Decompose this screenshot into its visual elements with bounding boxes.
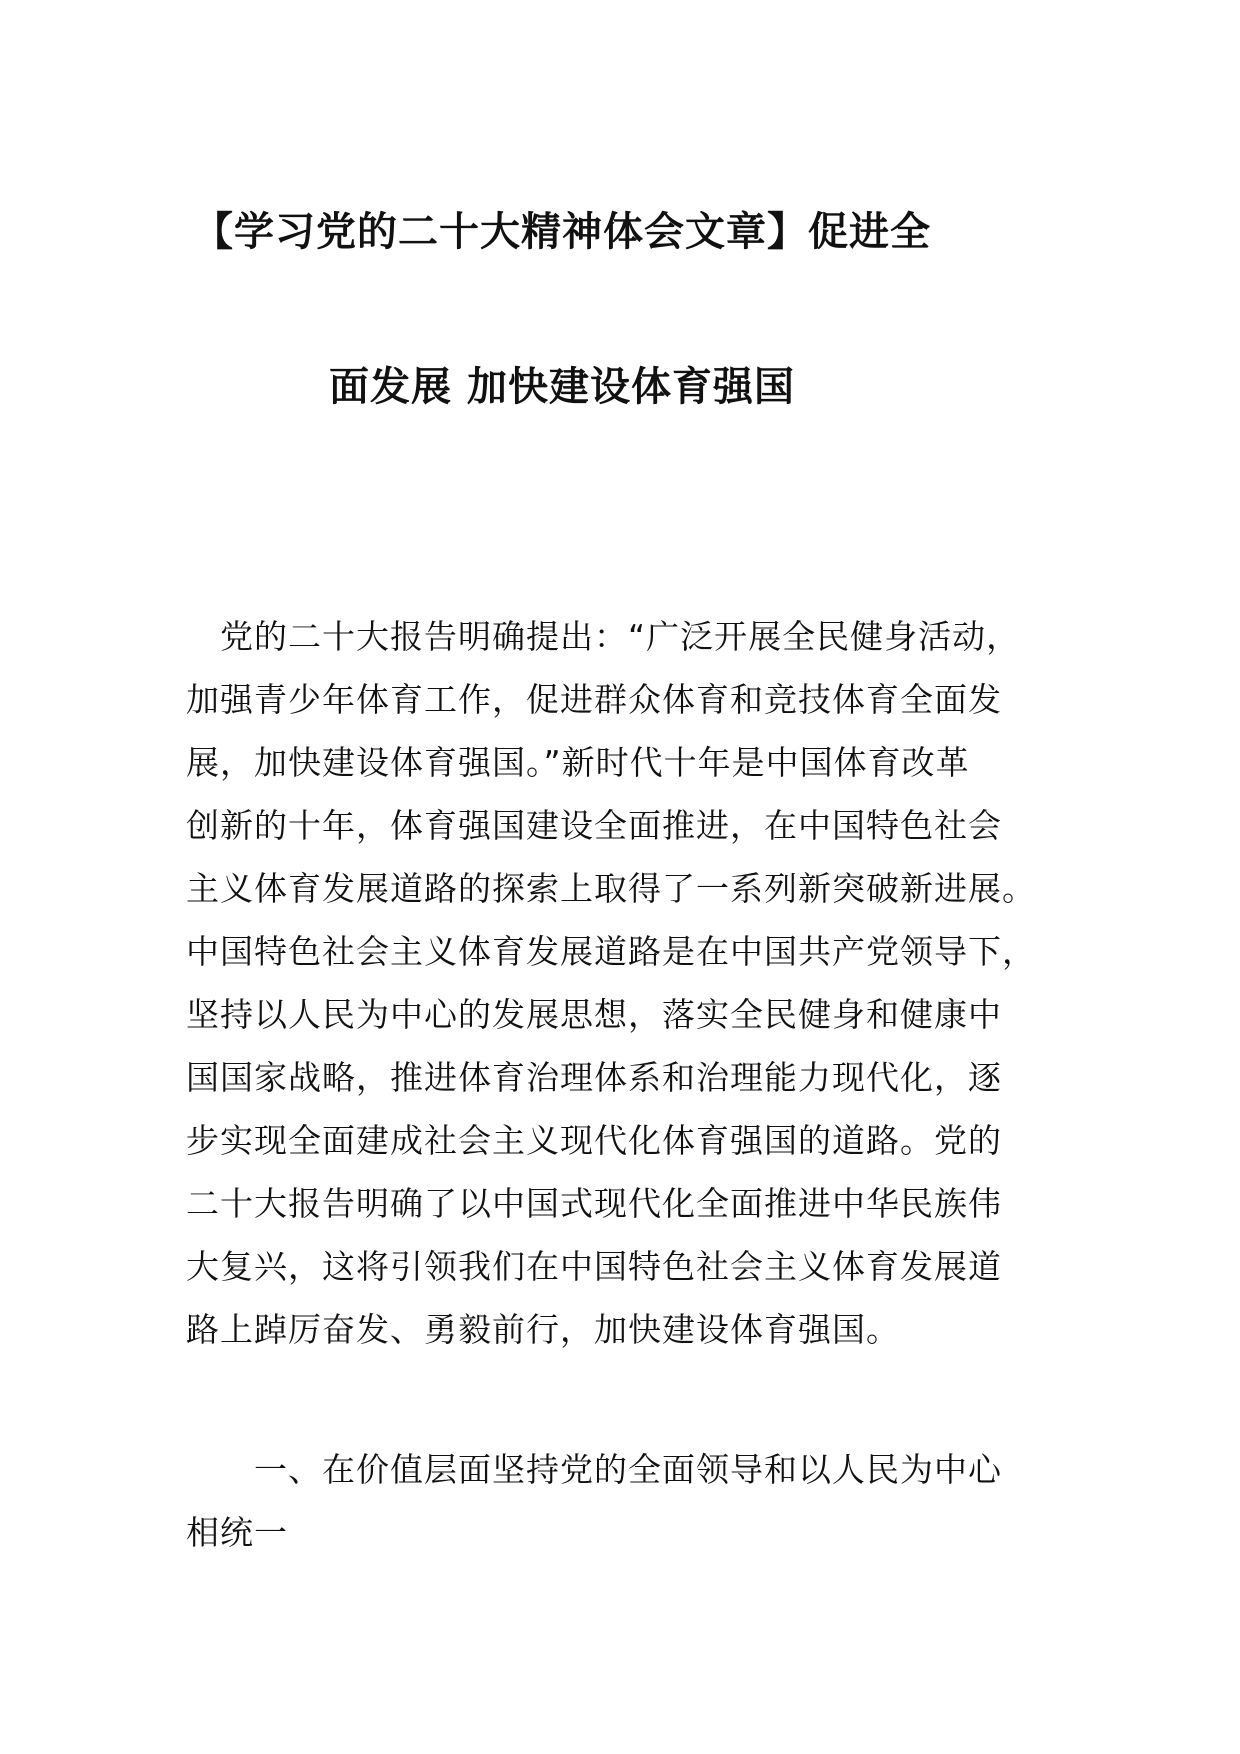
paragraph-1-line-6: 中国特色社会主义体育发展道路是在中国共产党领导下， bbox=[186, 932, 1036, 971]
paragraph-1-line-5: 主义体育发展道路的探索上取得了一系列新突破新进展。 bbox=[186, 869, 1036, 908]
paragraph-1-line-12: 路上踔厉奋发、勇毅前行，加快建设体育强国。 bbox=[186, 1310, 900, 1349]
paragraph-1-line-7: 坚持以人民为中心的发展思想，落实全民健身和健康中 bbox=[186, 995, 1002, 1034]
paragraph-1-line-9: 步实现全面建成社会主义现代化体育强国的道路。党的 bbox=[186, 1121, 1002, 1160]
paragraph-1-line-8: 国国家战略，推进体育治理体系和治理能力现代化，逐 bbox=[186, 1058, 1002, 1097]
paragraph-1-line-4: 创新的十年，体育强国建设全面推进，在中国特色社会 bbox=[186, 806, 1002, 845]
document-title-line-2: 面发展 加快建设体育强国 bbox=[329, 364, 795, 410]
paragraph-1-line-3: 展，加快建设体育强国。”新时代十年是中国体育改革 bbox=[186, 743, 970, 782]
paragraph-1-line-2: 加强青少年体育工作，促进群众体育和竞技体育全面发 bbox=[186, 680, 1002, 719]
document-title-line-1: 【学习党的二十大精神体会文章】促进全 bbox=[193, 209, 931, 255]
section-heading-1-line-2: 相统一 bbox=[186, 1513, 288, 1552]
paragraph-1-line-11: 大复兴，这将引领我们在中国特色社会主义体育发展道 bbox=[186, 1247, 1002, 1286]
paragraph-1-line-10: 二十大报告明确了以中国式现代化全面推进中华民族伟 bbox=[186, 1184, 1002, 1223]
section-heading-1-line-1: 一、在价值层面坚持党的全面领导和以人民为中心 bbox=[186, 1450, 1002, 1489]
paragraph-1-line-1: 党的二十大报告明确提出：“广泛开展全民健身活动， bbox=[186, 617, 1021, 656]
